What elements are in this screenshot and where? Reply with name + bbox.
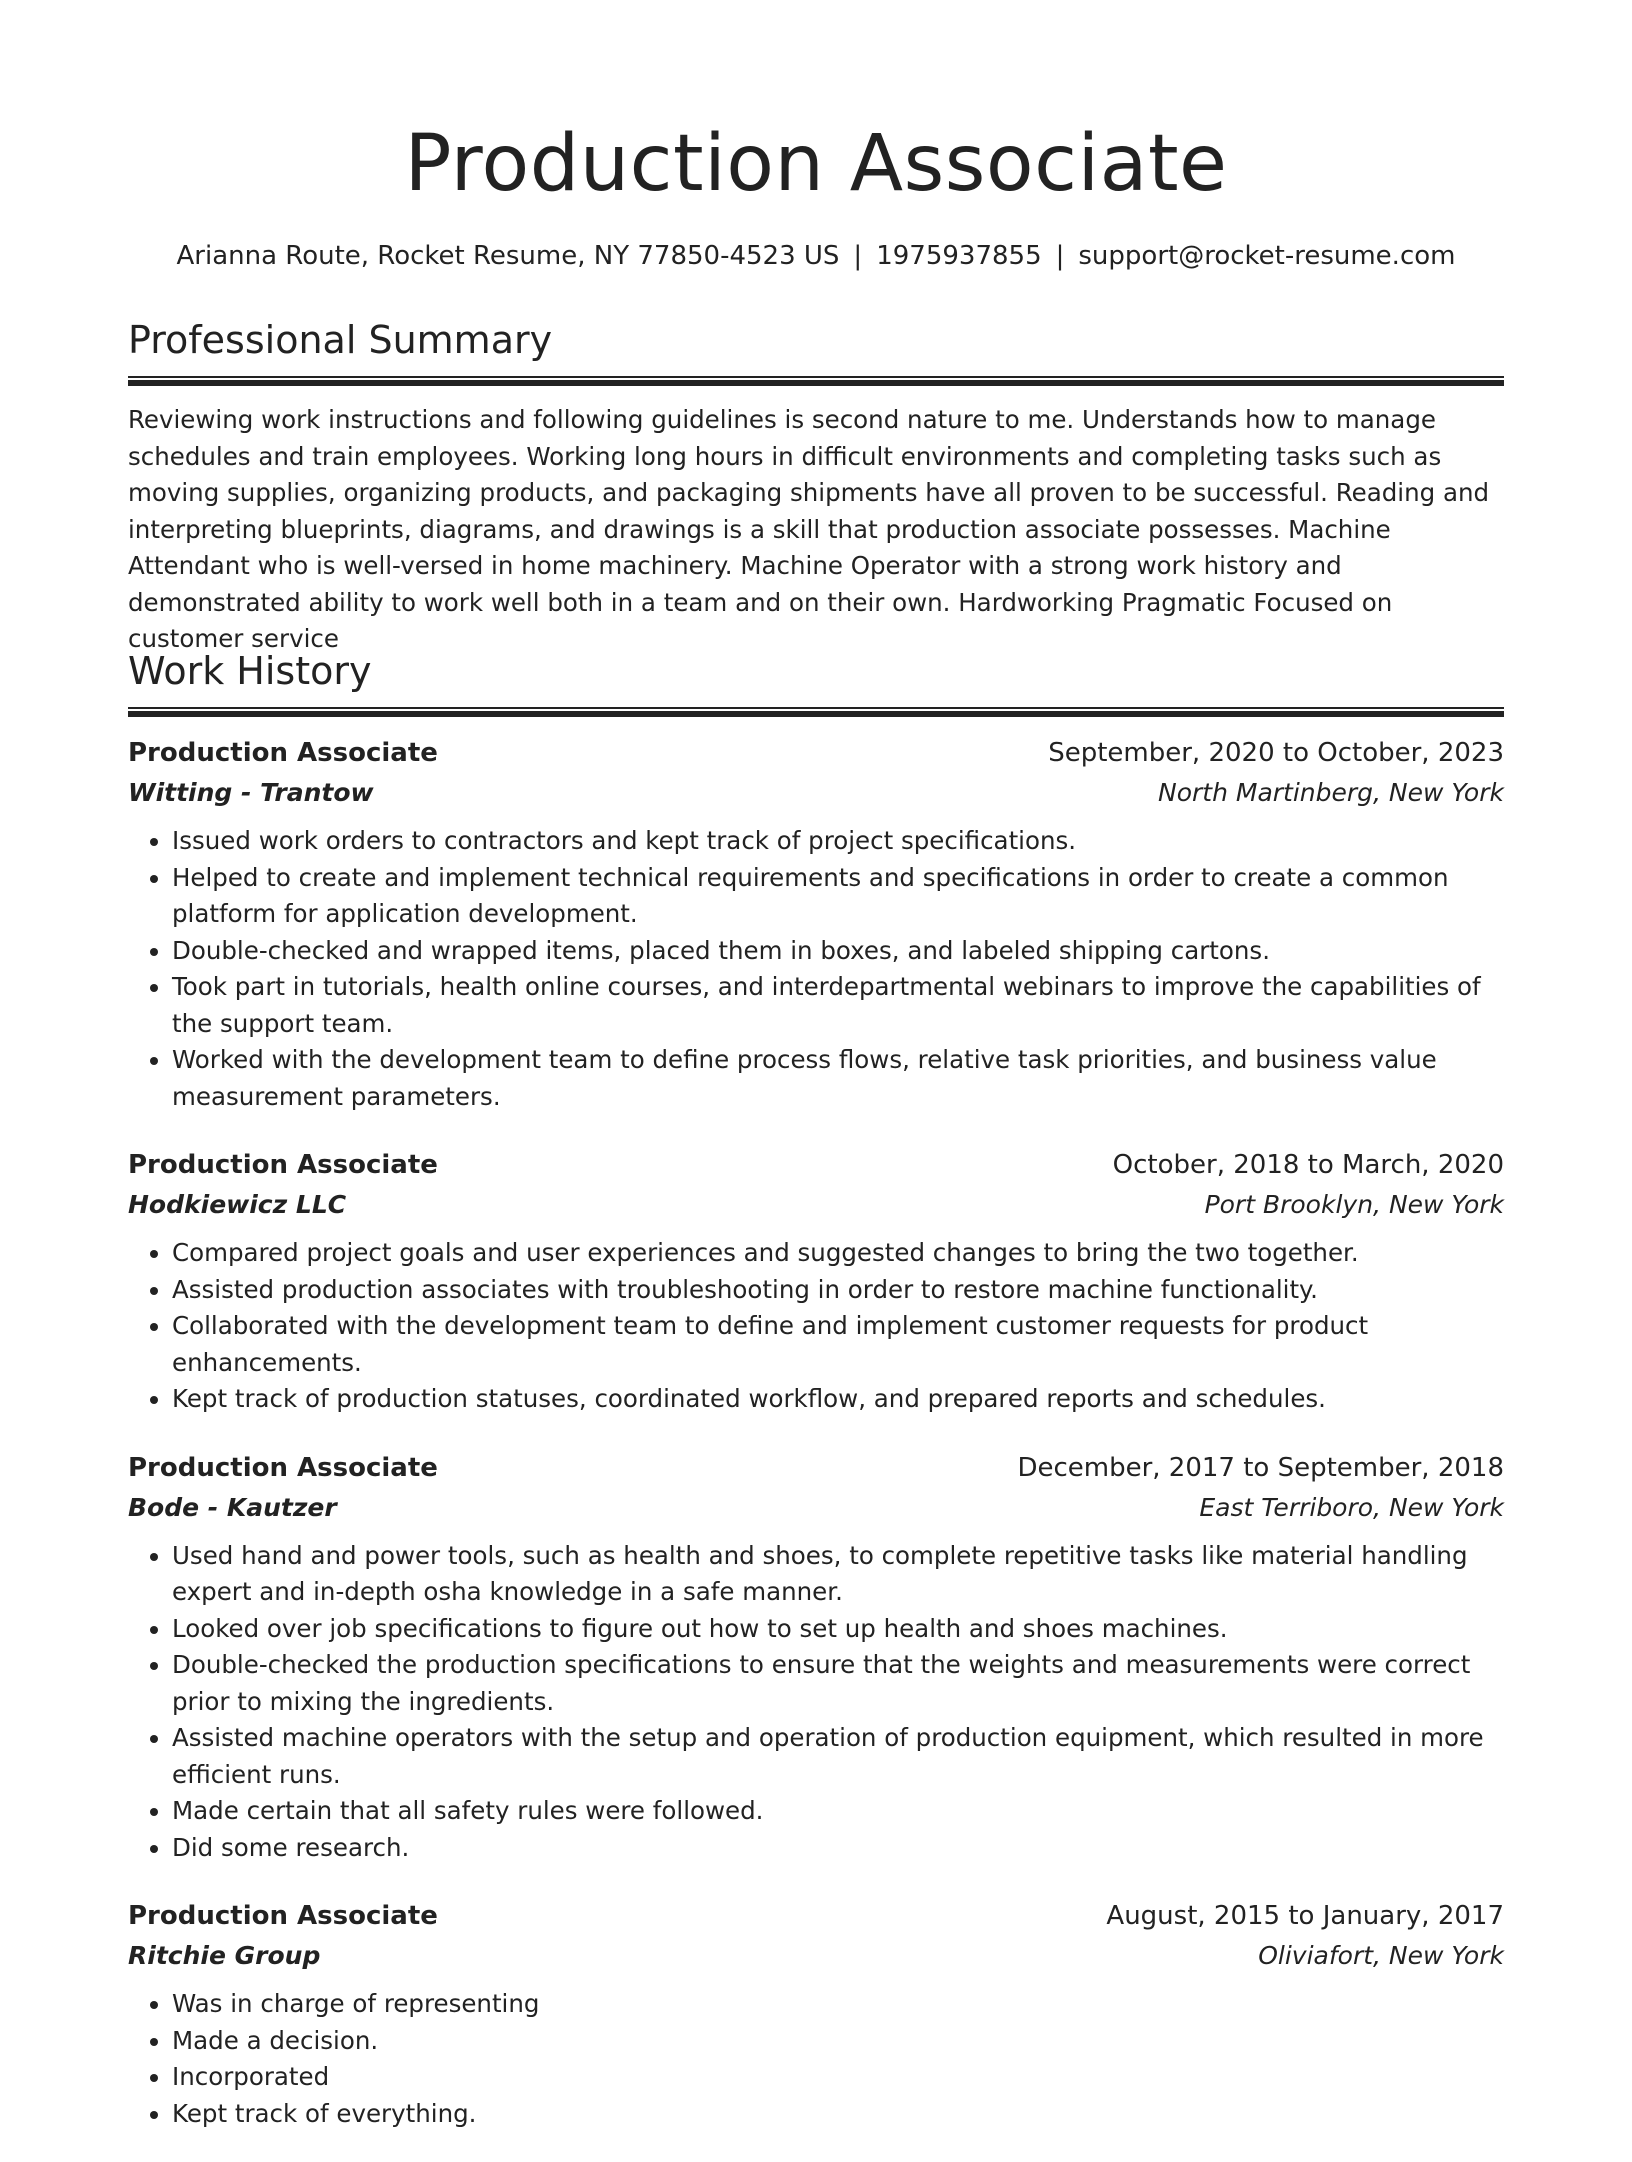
section-divider xyxy=(128,376,1504,386)
job-bullet: • Double-checked and wrapped items, placed them in boxes, and labeled shipping cartons. xyxy=(172,933,1504,970)
job-header-row xyxy=(128,1896,1504,1936)
job-company: Bode - Kautzer xyxy=(128,1492,337,1522)
job-company: Hodkiewicz LLC xyxy=(128,1190,347,1219)
job-bullet: • Looked over job specifications to figure out how to set up health and shoes machines. xyxy=(172,1611,1504,1648)
summary-section xyxy=(128,314,1504,658)
summary-heading: Professional Summary xyxy=(128,318,553,362)
contact-email: support@rocket-resume.com xyxy=(1078,241,1456,271)
job-location: Oliviafort, New York xyxy=(1258,1941,1504,1970)
job-bullet: • Made a decision. xyxy=(172,2023,1504,2060)
job-bullet: • Made certain that all safety rules were followed. xyxy=(172,1793,1504,1830)
job-dates: August, 2015 to January, 2017 xyxy=(1106,1901,1504,1931)
job-dates: September, 2020 to October, 2023 xyxy=(1048,738,1504,768)
job-entry xyxy=(128,1448,1504,1867)
job-title: Production Associate xyxy=(128,1901,438,1931)
resume-title: Production Associate xyxy=(404,119,1228,209)
job-location: East Terriboro, New York xyxy=(1199,1492,1504,1522)
work-history-section xyxy=(128,645,1504,2162)
job-bullet-list xyxy=(128,1235,1504,1418)
job-company-row xyxy=(128,1185,1504,1225)
work-history-heading: Work History xyxy=(128,649,372,693)
job-bullet: • Took part in tutorials, health online courses, and interdepartmental webinars to improve the capabilities of the support team. xyxy=(172,969,1504,1042)
job-bullet: • Helped to create and implement technical requirements and specifications in order to create a common platform for application development. xyxy=(172,860,1504,933)
job-company-row xyxy=(128,773,1504,813)
job-bullet: • Was in charge of representing xyxy=(172,1986,1504,2023)
section-divider xyxy=(128,707,1504,717)
job-header-row xyxy=(128,1448,1504,1488)
job-bullet: • Collaborated with the development team to define and implement customer requests for product enhancements. xyxy=(172,1308,1504,1381)
job-title: Production Associate xyxy=(128,1150,438,1180)
job-bullet: • Incorporated xyxy=(172,2059,1504,2096)
job-entry xyxy=(128,1896,1504,2132)
job-bullet: • Compared project goals and user experiences and suggested changes to bring the two together. xyxy=(172,1235,1504,1272)
job-title: Production Associate xyxy=(128,1452,438,1483)
job-bullet: • Double-checked the production specifications to ensure that the weights and measurements were correct prior to mixing the ingredients. xyxy=(172,1647,1504,1720)
job-bullet: • Did some research. xyxy=(172,1830,1504,1867)
job-dates: October, 2018 to March, 2020 xyxy=(1112,1150,1504,1180)
job-bullet: • Kept track of production statuses, coordinated workflow, and prepared reports and schedules. xyxy=(172,1381,1504,1418)
job-title: Production Associate xyxy=(128,738,438,768)
job-company-row xyxy=(128,1936,1504,1976)
job-entry xyxy=(128,1145,1504,1418)
job-company: Ritchie Group xyxy=(128,1941,321,1970)
job-bullet-list xyxy=(128,1986,1504,2132)
job-bullet: • Used hand and power tools, such as health and shoes, to complete repetitive tasks like material handling expert and in-depth osha knowledge in a safe manner. xyxy=(172,1538,1504,1611)
contact-line xyxy=(128,238,1504,274)
job-bullet: • Worked with the development team to define process flows, relative task priorities, and business value measurement parameters. xyxy=(172,1042,1504,1115)
job-location: Port Brooklyn, New York xyxy=(1204,1190,1504,1219)
job-company: Witting - Trantow xyxy=(128,778,374,807)
contact-address: Arianna Route, Rocket Resume, NY 77850-4523 US xyxy=(176,241,840,271)
job-list xyxy=(128,733,1504,2132)
job-bullet: • Assisted machine operators with the setup and operation of production equipment, which resulted in more efficient runs. xyxy=(172,1720,1504,1793)
job-location: North Martinberg, New York xyxy=(1158,778,1504,807)
job-bullet: • Kept track of everything. xyxy=(172,2096,1504,2133)
job-bullet-list xyxy=(128,1538,1504,1867)
job-header-row xyxy=(128,733,1504,773)
summary-text: Reviewing work instructions and following guidelines is second nature to me. Understands how to manage schedules and train employees. Working long hours in difficult environments and completing tasks such as moving supplies, organizing products, and packaging shipments have all proven to be successful. Reading and interpreting blueprints, diagrams, and drawings is a skill that production associate possesses. Machine Attendant who is well-versed in home machinery. Machine Operator with a strong work history and demonstrated ability to work well both in a team and on their own. Hardworking Pragmatic Focused on customer service xyxy=(128,405,1490,653)
job-dates: December, 2017 to September, 2018 xyxy=(1017,1452,1504,1483)
job-bullet: • Assisted production associates with troubleshooting in order to restore machine functionality. xyxy=(172,1272,1504,1309)
job-entry xyxy=(128,733,1504,1115)
contact-separator: | xyxy=(1055,241,1065,271)
contact-separator: | xyxy=(853,241,863,271)
job-bullet: • Issued work orders to contractors and kept track of project specifications. xyxy=(172,823,1504,860)
job-company-row xyxy=(128,1488,1504,1528)
job-bullet-list xyxy=(128,823,1504,1115)
job-header-row xyxy=(128,1145,1504,1185)
contact-phone: 1975937855 xyxy=(876,241,1042,271)
